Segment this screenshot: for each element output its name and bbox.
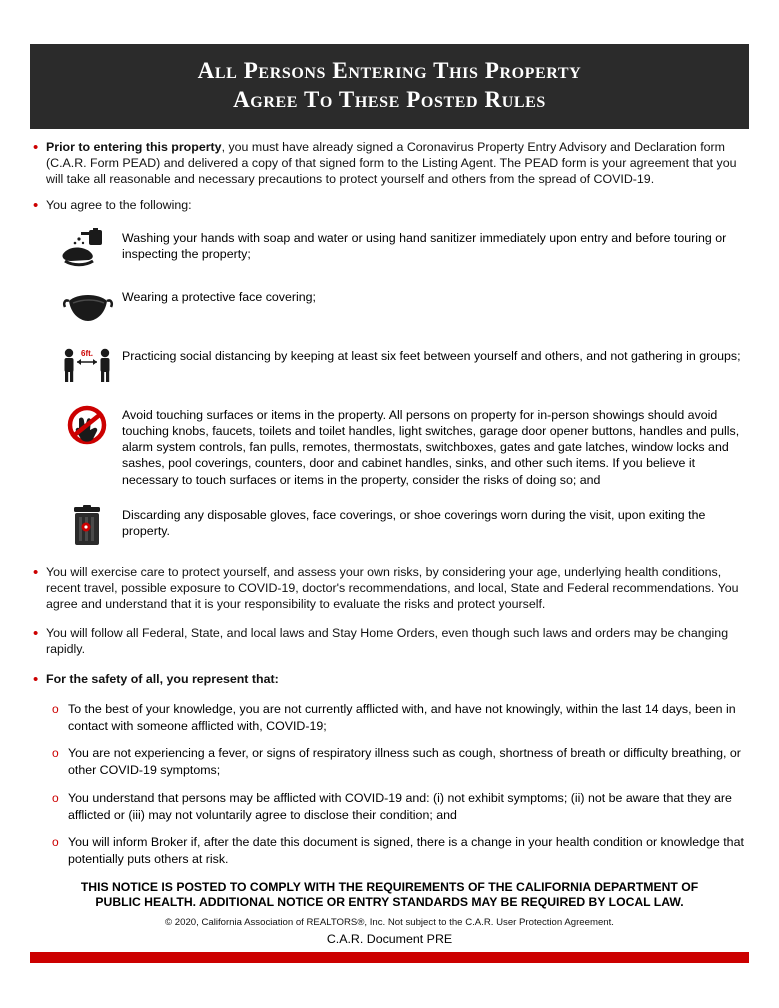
page-title-banner (30, 44, 749, 129)
list-item-safety-4 (30, 834, 749, 867)
bullet-item-safety-heading (30, 671, 749, 690)
bullet-dot-icon: • (33, 671, 39, 689)
handwashing-icon (56, 228, 118, 270)
bullet-dot-icon: • (33, 197, 39, 215)
safety-text-4: You will inform Broker if, after the date this document is signed, there is a change in your health condition or knowledge that potentially puts others at risk. (68, 835, 744, 867)
bullet-rest-pead: , you must have already signed a Coronavirus Property Entry Advisory and Declaration form (C.A.R. Form PEAD) and delivered a copy of that signed form to the Listing Agent. The PEAD form is your agreement that you will take all reasonable and necessary precautions to protect yourself and others from the spread of COVID-19. (46, 139, 737, 187)
footer-copyright: © 2020, California Association of REALTORS®, Inc. Not subject to the C.A.R. User Protection Agreement. (165, 917, 614, 929)
list-item-safety-2 (30, 745, 749, 778)
list-text-discard: Discarding any disposable gloves, face coverings, or shoe coverings worn during the visit, upon exiting the property. (122, 507, 706, 538)
list-item-safety-3 (30, 790, 749, 823)
page-title-line-2: Agree To These Posted Rules (233, 87, 546, 113)
list-item-handwashing (30, 228, 749, 270)
bullet-text-follow-laws: You will follow all Federal, State, and local laws and Stay Home Orders, even though such laws and orders may be changing rapidly. (46, 626, 729, 657)
face-mask-icon (56, 287, 118, 329)
list-text-social-distancing: Practicing social distancing by keeping at least six feet between yourself and others, and not gathering in groups; (122, 349, 741, 363)
list-item-face-covering (30, 287, 749, 329)
page-title-line-1: All Persons Entering This Property (197, 58, 582, 83)
sub-bullet-marker-icon: o (52, 835, 59, 850)
sub-bullet-marker-icon: o (52, 746, 59, 761)
footer-red-bar (30, 952, 749, 963)
bullet-item-pead (30, 139, 749, 187)
sub-bullet-marker-icon: o (52, 790, 59, 805)
bullet-item-exercise-care (30, 564, 749, 612)
distance-label: 6ft. (81, 349, 93, 358)
trash-bin-icon (56, 505, 118, 547)
safety-heading (46, 671, 749, 687)
bullet-item-agree (30, 197, 749, 216)
bullet-item-follow-laws (30, 625, 749, 657)
safety-text-3: You understand that persons may be afflicted with COVID-19 and: (i) not exhibit symptoms; (ii) not be aware that they are afflicted or (iii) may not voluntarily agree to disclose their condition; and (68, 790, 732, 822)
bullet-lead-pead: Prior to entering this property (46, 139, 222, 154)
list-item-no-touching (30, 405, 749, 488)
footer-notice-line-2: PUBLIC HEALTH. ADDITIONAL NOTICE OR ENTRY STANDARDS MAY BE REQUIRED BY LOCAL LAW. (95, 895, 684, 910)
bullet-dot-icon: • (33, 138, 39, 156)
social-distancing-icon (56, 346, 118, 388)
footer-notice-line-1: THIS NOTICE IS POSTED TO COMPLY WITH THE REQUIREMENTS OF THE CALIFORNIA DEPARTMENT OF (80, 879, 699, 894)
list-text-face-covering: Wearing a protective face covering; (122, 290, 316, 304)
list-text-no-touching: Avoid touching surfaces or items in the property. All persons on property for in-person showings should avoid touching knobs, faucets, toilets and toilet handles, light switches, garage door opener buttons, handles and pulls, alarm system controls, fan pulls, remotes, thermostats, switchboxes, gates and gate latches, window locks and sashes, pool coverings, counters, door and cabinet handles, sinks, and other such items. If you believe it necessary to touch surfaces or items in the property, consider the risks of doing so; and (122, 408, 740, 487)
bullet-dot-icon: • (33, 563, 39, 581)
safety-text-2: You are not experiencing a fever, or signs of respiratory illness such as cough, shortness of breath or difficulty breathing, or other COVID-19 symptoms; (68, 746, 741, 778)
no-touching-icon (56, 405, 118, 447)
sub-bullet-marker-icon: o (52, 702, 59, 716)
footer-notice (30, 880, 749, 911)
bullet-dot-icon: • (33, 625, 39, 642)
list-item-safety-1 (30, 701, 749, 734)
bullet-text-exercise-care: You will exercise care to protect yourself, and assess your own risks, by considering your age, underlying health conditions, recent travel, possible exposure to COVID-19, doctor's recommendations, and local, State and Federal recommendations. You agree and understand that it is your responsibility to evaluate the risks and protect yourself. (46, 564, 739, 611)
list-item-social-distancing (30, 346, 749, 388)
footer-document-id: C.A.R. Document PRE (326, 932, 453, 947)
list-item-discard (30, 505, 749, 547)
bullet-text-pead (46, 139, 749, 187)
bullet-text-agree: You agree to the following: (46, 198, 192, 213)
safety-heading-text: For the safety of all, you represent that: (46, 672, 279, 687)
rules-icon-list (30, 228, 749, 547)
safety-text-1: To the best of your knowledge, you are not currently afflicted with, and have not knowingly, within the last 14 days, been in contact with someone afflicted with, COVID-19; (68, 702, 736, 733)
list-text-handwashing: Washing your hands with soap and water or using hand sanitizer immediately upon entry and before touring or inspecting the property; (122, 231, 727, 262)
